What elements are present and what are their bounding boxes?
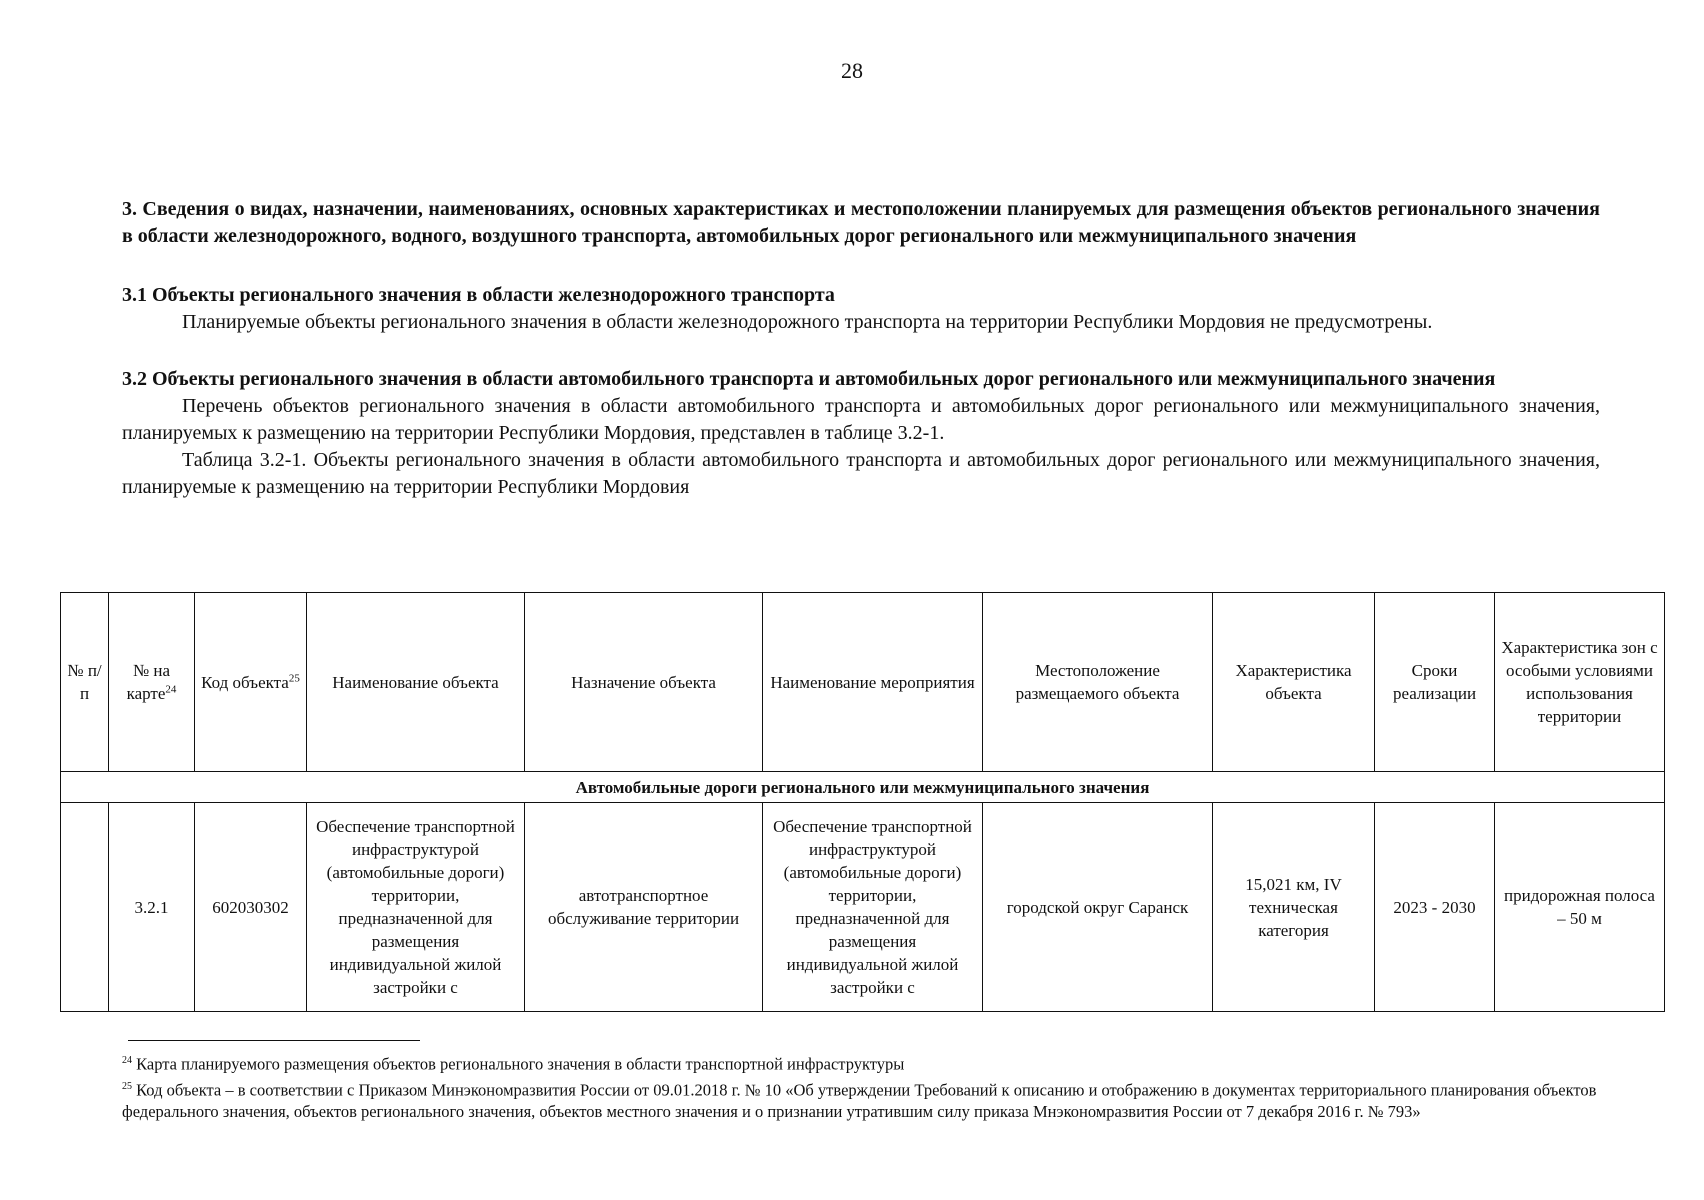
footnote-25: $^{25}$ Код объекта – в соответствии с Приказом Минэкономразвития России от 09.01.2018 г. № 10 «Об утверждении Требований к описанию и отображению в документах территориального планирования объектов федерального значения, объектов регионального значения, объектов местного значения и о признании утратившим силу приказа Мнэкономразвития России от 7 декабря 2016 г. № 793» [122, 1080, 1597, 1121]
header-map-num: № на карте$^{24}$ [109, 593, 195, 772]
header-purpose: Назначение объекта [525, 593, 763, 772]
header-code: Код объекта$^{25}$ [195, 593, 307, 772]
cell-zones: придорожная полоса – 50 м [1495, 803, 1665, 1012]
cell-purpose: автотранспортное обслуживание территории [525, 803, 763, 1012]
table-header-row [61, 593, 1665, 772]
cell-location: городской округ Саранск [983, 803, 1213, 1012]
section-row-label: Автомобильные дороги регионального или межмуниципального значения [61, 772, 1665, 803]
section-3-1-heading: 3.1 Объекты регионального значения в области железнодорожного транспорта [122, 284, 835, 306]
objects-table [60, 592, 1665, 1012]
section-3-2-heading: 3.2 Объекты регионального значения в области автомобильного транспорта и автомобильных дорог регионального или межмуниципального значения [122, 368, 1496, 390]
section-3-2-text: Перечень объектов регионального значения в области автомобильного транспорта и автомобильных дорог регионального или межмуниципального значения, планируемых к размещению на территории Республики Мордовия, представлен в таблице 3.2-1. [122, 395, 1600, 444]
document-body [122, 196, 1600, 501]
footnote-separator [128, 1040, 420, 1041]
cell-code: 602030302 [195, 803, 307, 1012]
cell-name: Обеспечение транспортной инфраструктурой (автомобильные дороги) территории, предназначенной для размещения индивидуальной жилой застройки с [307, 803, 525, 1012]
table-caption: Таблица 3.2-1. Объекты регионального значения в области автомобильного транспорта и автомобильных дорог регионального или межмуниципального значения, планируемые к размещению на территории Республики Мордовия [122, 449, 1600, 498]
cell-terms: 2023 - 2030 [1375, 803, 1495, 1012]
table-section-row [61, 772, 1665, 803]
footnote-24: $^{24}$ Карта планируемого размещения объектов регионального значения в области транспортной инфраструктуры [122, 1054, 905, 1074]
cell-num [61, 803, 109, 1012]
page-number: 28 [841, 58, 863, 83]
table-row [61, 803, 1665, 1012]
header-location: Местоположение размещаемого объекта [983, 593, 1213, 772]
footnotes [122, 1050, 1600, 1123]
header-num: № п/п [61, 593, 109, 772]
header-name: Наименование объекта [307, 593, 525, 772]
header-zones: Характеристика зон с особыми условиями использования территории [1495, 593, 1665, 772]
cell-characteristic: 15,021 км, IV техническая категория [1213, 803, 1375, 1012]
cell-measure: Обеспечение транспортной инфраструктурой (автомобильные дороги) территории, предназначенной для размещения индивидуальной жилой застройки с [763, 803, 983, 1012]
header-characteristic: Характеристика объекта [1213, 593, 1375, 772]
section-3-1-text: Планируемые объекты регионального значения в области железнодорожного транспорта на территории Республики Мордовия не предусмотрены. [182, 311, 1433, 333]
section-3-heading: 3. Сведения о видах, назначении, наименованиях, основных характеристиках и местоположении планируемых для размещения объектов регионального значения в области железнодорожного, водного, воздушного транспорта, автомобильных дорог регионального или межмуниципального значения [122, 198, 1600, 247]
header-measure: Наименование мероприятия [763, 593, 983, 772]
cell-map-num: 3.2.1 [109, 803, 195, 1012]
header-terms: Сроки реализации [1375, 593, 1495, 772]
